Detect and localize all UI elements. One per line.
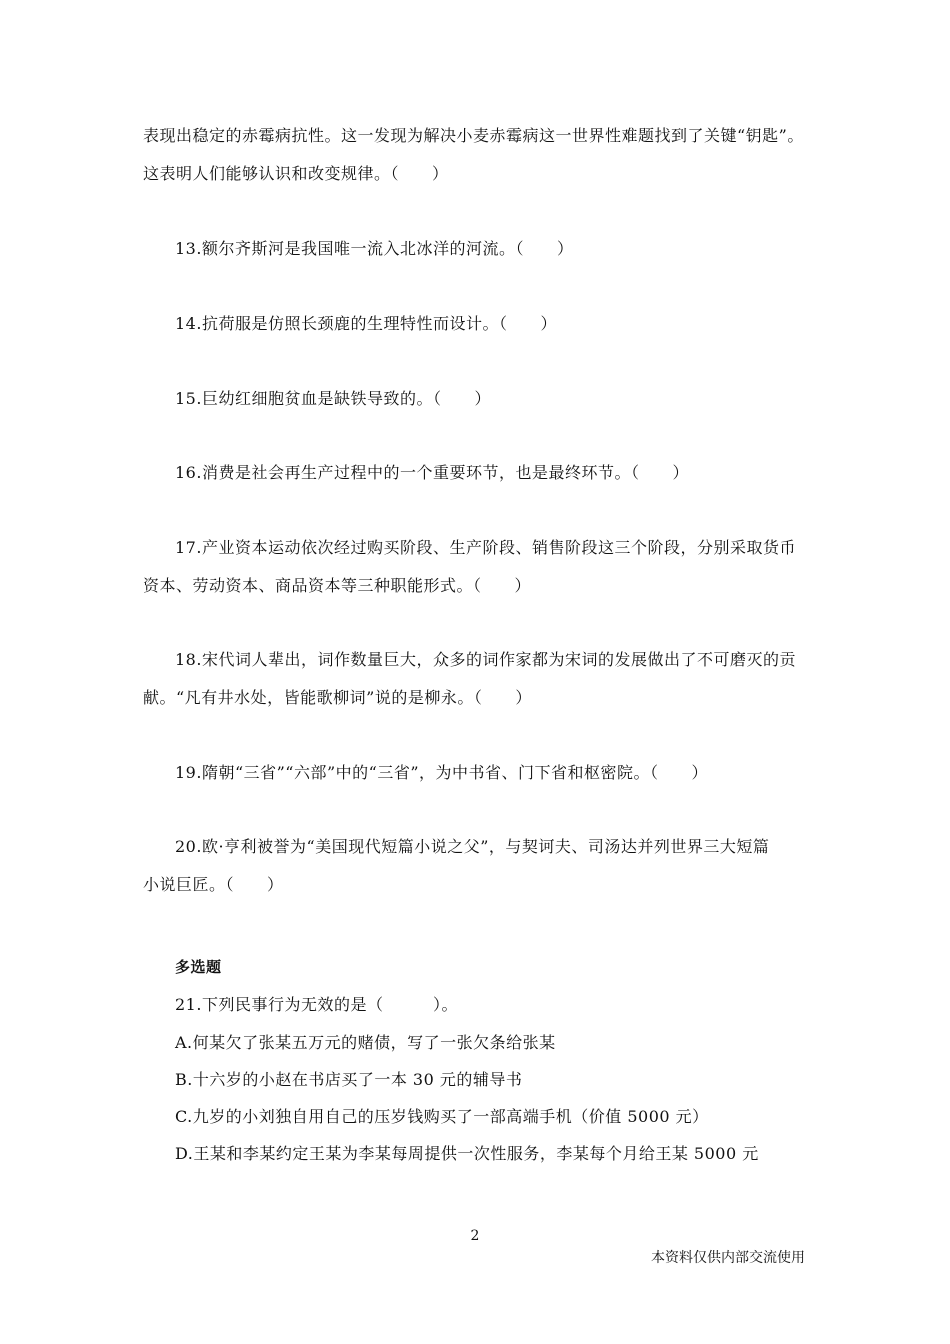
question-20-line-1: 20.欧·亨利被誉为“美国现代短篇小说之父”，与契诃夫、司汤达并列世界三大短篇 xyxy=(175,837,770,856)
option-a: A.何某欠了张某五万元的赌债，写了一张欠条给张某 xyxy=(175,1033,556,1052)
section-title: 多选题 xyxy=(175,958,222,976)
question-20-line-2: 小说巨匠。（ ） xyxy=(143,875,284,894)
question-16: 16.消费是社会再生产过程中的一个重要环节，也是最终环节。（ ） xyxy=(175,463,689,482)
question-21: 21.下列民事行为无效的是（ ）。 xyxy=(175,995,458,1014)
question-14: 14.抗荷服是仿照长颈鹿的生理特性而设计。（ ） xyxy=(175,314,557,333)
question-15: 15.巨幼红细胞贫血是缺铁导致的。（ ） xyxy=(175,389,491,408)
option-b: B.十六岁的小赵在书店买了一本 30 元的辅导书 xyxy=(175,1070,523,1089)
continuation-line-1: 表现出稳定的赤霉病抗性。这一发现为解决小麦赤霉病这一世界性难题找到了关键“钥匙”。 xyxy=(143,126,804,145)
question-19: 19.隋朝“三省”“六部”中的“三省”，为中书省、门下省和枢密院。（ ） xyxy=(175,763,709,782)
page-number: 2 xyxy=(470,1228,480,1244)
question-18-line-1: 18.宋代词人辈出，词作数量巨大，众多的词作家都为宋词的发展做出了不可磨灭的贡 xyxy=(175,650,796,669)
question-17-line-1: 17.产业资本运动依次经过购买阶段、生产阶段、销售阶段这三个阶段，分别采取货币 xyxy=(175,538,796,557)
continuation-line-2: 这表明人们能够认识和改变规律。（ ） xyxy=(143,164,449,183)
question-13: 13.额尔齐斯河是我国唯一流入北冰洋的河流。（ ） xyxy=(175,239,574,258)
question-18-line-2: 献。“凡有井水处，皆能歌柳词”说的是柳永。（ ） xyxy=(143,688,532,707)
question-17-line-2: 资本、劳动资本、商品资本等三种职能形式。（ ） xyxy=(143,576,532,595)
option-d: D.王某和李某约定王某为李某每周提供一次性服务，李某每个月给王某 5000 元 xyxy=(175,1144,759,1163)
option-c: C.九岁的小刘独自用自己的压岁钱购买了一部高端手机（价值 5000 元） xyxy=(175,1107,709,1126)
footer-note: 本资料仅供内部交流使用 xyxy=(651,1250,805,1266)
